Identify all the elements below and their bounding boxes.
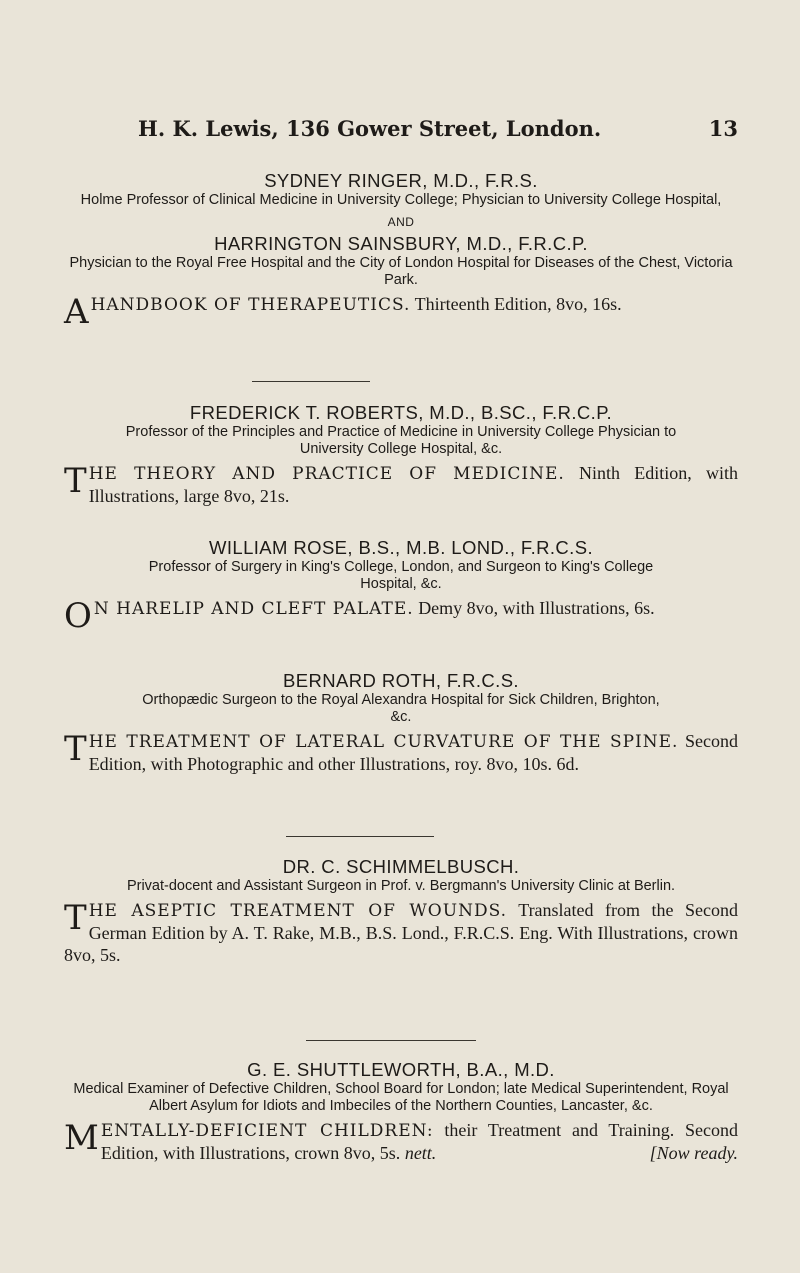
running-header bbox=[64, 116, 738, 146]
divider bbox=[252, 381, 370, 382]
book-listing bbox=[64, 462, 738, 507]
book-title: HE TREATMENT OF LATERAL CURVATURE OF THE SPINE. bbox=[88, 732, 679, 752]
drop-cap: T bbox=[64, 461, 87, 501]
entry-roberts bbox=[64, 402, 738, 507]
author-description: Professor of the Principles and Practice of Medicine in University College Physician to University College Hospital, &c. bbox=[125, 424, 677, 457]
drop-cap: M bbox=[64, 1118, 99, 1158]
book-details: Translated from the Second German Edition by A. T. Rake, M.B., B.S. Lond., F.R.C.S. Eng. With Illustrations, crown 8vo, 5s. bbox=[64, 900, 738, 965]
book-title: ENTALLY-DEFICIENT CHILDREN: bbox=[100, 1121, 434, 1141]
book-details: Demy 8vo, with Illustrations, 6s. bbox=[418, 598, 655, 618]
divider bbox=[286, 836, 434, 837]
entry-ringer bbox=[64, 170, 738, 332]
author: BERNARD ROTH, F.R.C.S. bbox=[283, 670, 519, 691]
book-details: their Treatment and Training. Second Edition, with Illustrations, crown 8vo, 5s. bbox=[100, 1120, 738, 1163]
drop-cap: T bbox=[64, 898, 87, 938]
book-listing bbox=[64, 292, 738, 332]
drop-cap: A bbox=[64, 292, 89, 332]
author: DR. C. SCHIMMELBUSCH. bbox=[282, 856, 520, 877]
header-title: H. K. Lewis, 136 Gower Street, London. bbox=[138, 116, 602, 141]
book-details-italic: nett. bbox=[404, 1143, 437, 1163]
availability-status: [Now ready. bbox=[649, 1143, 738, 1163]
book-details: Second Edition, with Photographic and other Illustrations, roy. 8vo, 10s. 6d. bbox=[88, 731, 738, 774]
author-description: Holme Professor of Clinical Medicine in University College; Physician to University College Hospital, bbox=[80, 192, 722, 208]
book-details: Ninth Edition, with Illustrations, large 8vo, 21s. bbox=[88, 463, 739, 506]
author-description: Privat-docent and Assistant Surgeon in Prof. v. Bergmann's University Clinic at Berlin. bbox=[126, 878, 676, 894]
author-description: Professor of Surgery in King's College, London, and Surgeon to King's College Hospital, &c. bbox=[148, 559, 654, 592]
book-details: Thirteenth Edition, 8vo, 16s. bbox=[414, 294, 622, 314]
author: WILLIAM ROSE, B.S., M.B. LOND., F.R.C.S. bbox=[208, 537, 593, 558]
author-description: Medical Examiner of Defective Children, School Board for London; late Medical Superintendent, Royal Albert Asylum for Idiots and Imbeciles of the Northern Counties, Lancaster, &c. bbox=[73, 1081, 729, 1114]
entry-roth bbox=[64, 670, 738, 775]
conjunction: AND bbox=[387, 215, 415, 229]
book-title: HE ASEPTIC TREATMENT OF WOUNDS. bbox=[88, 901, 508, 921]
author-description: Physician to the Royal Free Hospital and the City of London Hospital for Diseases of the Chest, Victoria Park. bbox=[69, 255, 733, 288]
page-number: 13 bbox=[708, 116, 738, 141]
author: G. E. SHUTTLEWORTH, B.A., M.D. bbox=[247, 1059, 555, 1080]
book-listing bbox=[64, 730, 738, 775]
author: HARRINGTON SAINSBURY, M.D., F.R.C.P. bbox=[214, 233, 588, 254]
book-title: HANDBOOK OF THERAPEUTICS. bbox=[90, 295, 411, 315]
author-description: Orthopædic Surgeon to the Royal Alexandra Hospital for Sick Children, Brighton, &c. bbox=[142, 692, 660, 725]
book-title: N HARELIP AND CLEFT PALATE. bbox=[93, 599, 414, 619]
drop-cap: T bbox=[64, 729, 87, 769]
author: SYDNEY RINGER, M.D., F.R.S. bbox=[264, 170, 538, 191]
entry-shuttleworth bbox=[64, 1059, 738, 1164]
book-title: HE THEORY AND PRACTICE OF MEDICINE. bbox=[88, 464, 565, 484]
book-listing bbox=[64, 899, 738, 966]
entry-schimmelbusch bbox=[64, 856, 738, 966]
divider bbox=[306, 1040, 476, 1041]
author: FREDERICK T. ROBERTS, M.D., B.SC., F.R.C.P. bbox=[189, 402, 613, 423]
entry-rose bbox=[64, 537, 738, 636]
book-listing bbox=[64, 1119, 738, 1164]
book-listing bbox=[64, 596, 738, 636]
drop-cap: O bbox=[64, 596, 92, 636]
